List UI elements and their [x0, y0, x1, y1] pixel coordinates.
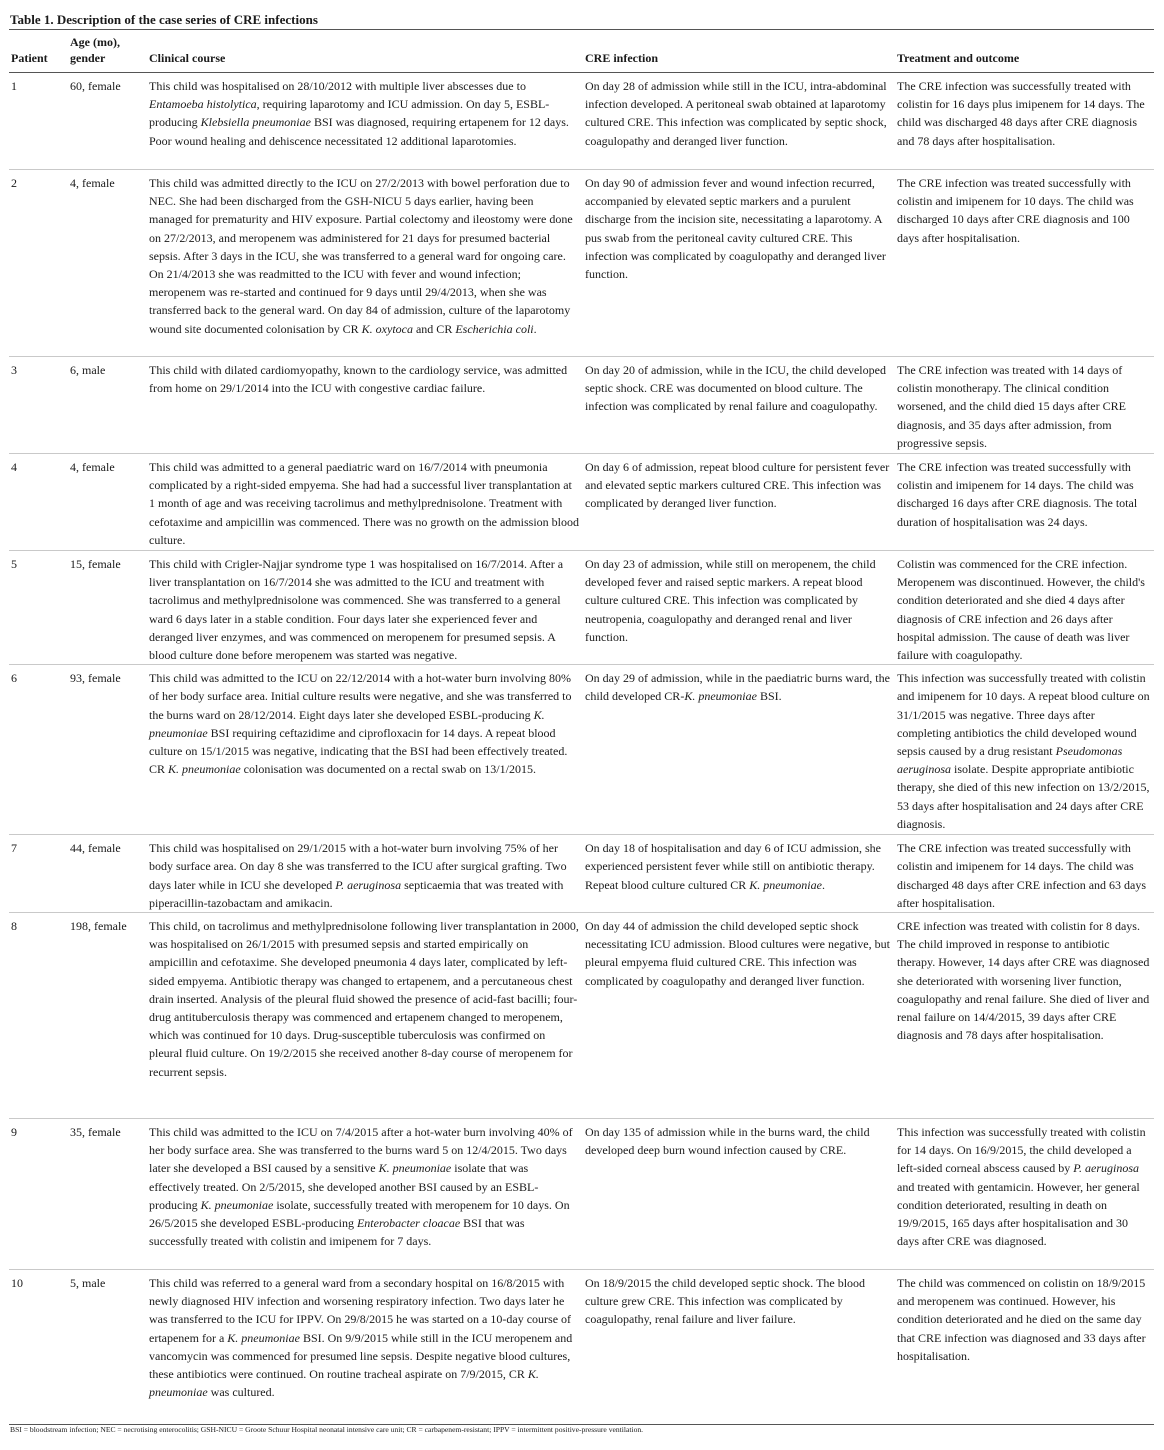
cell-clinical-course: This child was admitted to the ICU on 22/12/2014 with a hot-water burn involving 80% of her body surface area. Initial culture results were negative, and she was transferred to the burns ward on 28/12/2014. Eight days later she developed ESBL-producing K. pneumoniae BSI requiring ceftazidime and ciprofloxacin for 14 days. A repeat blood culture on 15/1/2015 was negative, indicating that the BSI had been effectively treated. CR K. pneumoniae colonisation was documented on a rectal swab on 13/1/2015.	[149, 671, 572, 777]
cell-clinical-course: This child with dilated cardiomyopathy, known to the cardiology service, was admitted from home on 29/1/2014 into the ICU with congestive cardiac failure.	[149, 363, 568, 396]
header-patient: Patient	[9, 30, 68, 73]
cell-treatment-outcome: The CRE infection was treated successfully with colistin and imipenem for 10 days. The child was discharged 10 days after CRE diagnosis and 100 days after hospitalisation.	[897, 176, 1134, 245]
table-row	[9, 1119, 1154, 1270]
cell-clinical-course: This child was admitted to a general paediatric ward on 16/7/2014 with pneumonia complicated by a right-sided empyema. She had had a successful liver transplantation at 1 month of age and was receiving tacrolimus and methylprednisolone. Treatment with cefotaxime and ampicillin was commenced. There was no growth on the admission blood culture.	[149, 460, 580, 547]
cell-age-gender: 44, female	[70, 841, 121, 856]
table-row	[9, 1270, 1154, 1425]
cell-patient: 3	[11, 363, 17, 377]
cell-cre-infection: On day 135 of admission while in the burns ward, the child developed deep burn wound infection caused by CRE.	[585, 1125, 870, 1158]
cell-patient: 5	[11, 557, 17, 571]
cell-patient: 6	[11, 671, 17, 686]
cell-cre-infection: On day 29 of admission, while in the paediatric burns ward, the child developed CR-K. pneumoniae BSI.	[585, 671, 890, 704]
cell-clinical-course: This child with Crigler-Najjar syndrome type 1 was hospitalised on 16/7/2014. After a liver transplantation on 16/7/2014 she was admitted to the ICU and treatment with tacrolimus and methylprednisolone was commenced. She was transferred to a general ward 6 days later in a stable condition. Four days later she experienced fever and deranged liver enzymes, and was commenced on meropenem for presumed sepsis. A blood culture done before meropenem was started was negative.	[149, 557, 564, 663]
table-row	[9, 551, 1154, 665]
header-clinical-course: Clinical course	[147, 30, 583, 73]
cell-age-gender: 198, female	[70, 919, 127, 934]
cell-treatment-outcome: The child was commenced on colistin on 18/9/2015 and meropenem was continued. However, his condition deteriorated and he died on the same day that CRE infection was diagnosed and 33 days after hospitalisation.	[897, 1276, 1146, 1363]
cell-cre-infection: On day 23 of admission, while still on meropenem, the child developed fever and raised septic markers. A repeat blood culture cultured CRE. This infection was complicated by neutropenia, coagulopathy and deranged renal and liver function.	[585, 557, 876, 644]
cell-cre-infection: On 18/9/2015 the child developed septic shock. The blood culture grew CRE. This infection was complicated by coagulopathy, renal failure and liver failure.	[585, 1276, 866, 1327]
cell-age-gender: 6, male	[70, 363, 106, 377]
cell-age-gender: 4, female	[70, 460, 115, 474]
table-row	[9, 73, 1154, 170]
cell-treatment-outcome: The CRE infection was treated with 14 days of colistin monotherapy. The clinical condition worsened, and the child died 15 days after CRE diagnosis, and 35 days after admission, from progressive sepsis.	[897, 363, 1126, 450]
cell-cre-infection: On day 20 of admission, while in the ICU, the child developed septic shock. CRE was documented on blood culture. The infection was complicated by renal failure and coagulopathy.	[585, 363, 886, 414]
cell-patient: 9	[11, 1125, 17, 1140]
cell-clinical-course: This child was admitted directly to the ICU on 27/2/2013 with bowel perforation due to NEC. She had been discharged from the GSH-NICU 5 days earlier, having been managed for prematurity and HIV exposure. Partial colectomy and ileostomy were done on 27/2/2013, and meropenem was administered for 21 days for presumed bacterial sepsis. After 3 days in the ICU, she was transferred to a general ward for ongoing care. On 21/4/2013 she was readmitted to the ICU with fever and wound infection; meropenem was re-started and continued for 9 days until 29/4/2013, when she was transferred back to the general ward. On day 84 of admission, culture of the laparotomy wound site documented colonisation by CR K. oxytoca and CR Escherichia coli.	[149, 176, 573, 336]
cell-patient: 10	[11, 1276, 23, 1291]
cell-treatment-outcome: The CRE infection was successfully treated with colistin for 16 days plus imipenem for 14 days. The child was discharged 48 days after CRE diagnosis and 78 days after hospitalisation.	[897, 79, 1145, 148]
cell-cre-infection: On day 28 of admission while still in the ICU, intra-abdominal infection developed. A peritoneal swab obtained at laparotomy cultured CRE. This infection was complicated by septic shock, coagulopathy and deranged liver function.	[585, 79, 887, 148]
table-row	[9, 913, 1154, 1119]
cre-cases-table	[9, 30, 1154, 1425]
table-row	[9, 170, 1154, 357]
header-treatment-outcome: Treatment and outcome	[895, 30, 1154, 73]
cell-clinical-course: This child was referred to a general ward from a secondary hospital on 16/8/2015 with newly diagnosed HIV infection and worsening respiratory infection. Two days later he was transferred to the ICU for IPPV. On 29/8/2015 he was started on a 10-day course of ertapenem for a K. pneumoniae BSI. On 9/9/2015 while still in the ICU meropenem and vancomycin was commenced for presumed line sepsis. Despite negative blood cultures, these antibiotics were continued. On routine tracheal aspirate on 7/9/2015, CR K. pneumoniae was cultured.	[149, 1276, 573, 1400]
cell-age-gender: 15, female	[70, 557, 121, 571]
cell-treatment-outcome: This infection was successfully treated with colistin for 14 days. On 16/9/2015, the child developed a left-sided corneal abscess caused by P. aeruginosa and treated with gentamicin. However, her general condition deteriorated, resulting in death on 19/9/2015, 165 days after hospitalisation and 30 days after CRE was diagnosed.	[897, 1125, 1146, 1249]
cell-cre-infection: On day 90 of admission fever and wound infection recurred, accompanied by elevated septic markers and a purulent discharge from the incision site, necessitating a laparotomy. A pus swab from the peritoneal cavity cultured CRE. This infection was complicated by coagulopathy and deranged liver function.	[585, 176, 886, 282]
cell-treatment-outcome: CRE infection was treated with colistin for 8 days. The child improved in response to antibiotic therapy. However, 14 days after CRE was diagnosed she deteriorated with worsening liver function, coagulopathy and renal failure. She died of liver and renal failure on 14/4/2015, 39 days after CRE diagnosis and 78 days after hospitalisation.	[897, 919, 1150, 1043]
cell-age-gender: 60, female	[70, 79, 121, 93]
cell-cre-infection: On day 6 of admission, repeat blood culture for persistent fever and elevated septic markers cultured CRE. This infection was complicated by deranged liver function.	[585, 460, 890, 511]
cell-cre-infection: On day 18 of hospitalisation and day 6 of ICU admission, she experienced persistent fever while still on antibiotic therapy. Repeat blood culture cultured CR K. pneumoniae.	[585, 841, 881, 892]
cell-clinical-course: This child was hospitalised on 29/1/2015 with a hot-water burn involving 75% of her body surface area. On day 8 she was transferred to the ICU after surgical grafting. Two days later while in ICU she developed P. aeruginosa septicaemia that was treated with piperacillin-tazobactam and amikacin.	[149, 841, 567, 910]
table-row	[9, 454, 1154, 551]
cell-patient: 1	[11, 79, 17, 93]
cell-patient: 7	[11, 841, 17, 856]
cell-cre-infection: On day 44 of admission the child developed septic shock necessitating ICU admission. Blood cultures were negative, but pleural empyema fluid cultured CRE. This infection was complicated by coagulopathy and deranged liver function.	[585, 919, 890, 988]
cell-treatment-outcome: Colistin was commenced for the CRE infection. Meropenem was discontinued. However, the child's condition deteriorated and she died 4 days after diagnosis of CRE infection and 26 days after hospital admission. The cause of death was liver failure with coagulopathy.	[897, 557, 1145, 663]
cell-patient: 2	[11, 176, 17, 190]
table-row	[9, 835, 1154, 913]
cell-clinical-course: This child was admitted to the ICU on 7/4/2015 after a hot-water burn involving 40% of her body surface area. She was transferred to the burns ward 5 on 12/4/2015. Two days later she developed a BSI caused by a sensitive K. pneumoniae isolate that was effectively treated. On 2/5/2015, she developed another BSI caused by an ESBL-producing K. pneumoniae isolate, successfully treated with meropenem for 10 days. On 26/5/2015 she developed ESBL-producing Enterobacter cloacae BSI that was successfully treated with colistin and imipenem for 7 days.	[149, 1125, 573, 1249]
abbreviations-footnote: BSI = bloodstream infection; NEC = necrotising enterocolitis; GSH-NICU = Groote Schuur Hospital neonatal intensive care unit; CR = carbapenem-resistant; IPPV = intermittent positive-pressure ventilation.	[10, 1425, 644, 1434]
cell-age-gender: 93, female	[70, 671, 121, 686]
header-cre-infection: CRE infection	[583, 30, 895, 73]
cell-age-gender: 4, female	[70, 176, 115, 190]
cell-treatment-outcome: The CRE infection was treated successfully with colistin and imipenem for 14 days. The child was discharged 16 days after CRE diagnosis. The total duration of hospitalisation was 24 days.	[897, 460, 1138, 529]
header-row	[9, 30, 1154, 73]
cell-patient: 8	[11, 919, 17, 934]
table-row	[9, 665, 1154, 835]
cell-clinical-course: This child was hospitalised on 28/10/2012 with multiple liver abscesses due to Entamoeba histolytica, requiring laparotomy and ICU admission. On day 5, ESBL-producing Klebsiella pneumoniae BSI was diagnosed, requiring ertapenem for 12 days. Poor wound healing and dehiscence necessitated 12 additional laparotomies.	[149, 79, 569, 148]
cell-age-gender: 35, female	[70, 1125, 121, 1140]
cell-patient: 4	[11, 460, 17, 474]
table-row	[9, 357, 1154, 454]
cell-treatment-outcome: The CRE infection was treated successfully with colistin and imipenem for 14 days. The child was discharged 48 days after CRE infection and 63 days after hospitalisation.	[897, 841, 1147, 910]
header-age-gender: Age (mo), gender	[68, 30, 147, 73]
cell-age-gender: 5, male	[70, 1276, 106, 1291]
cell-clinical-course: This child, on tacrolimus and methylprednisolone following liver transplantation in 2000, was hospitalised on 26/1/2015 with presumed sepsis and started empirically on ampicillin and cefotaxime. She developed pneumonia 4 days later, complicated by left-sided empyema. Antibiotic therapy was changed to ertapenem, and a percutaneous chest drain inserted. Analysis of the pleural fluid showed the presence of acid-fast bacilli; four-drug antituberculosis therapy was commenced and ertapenem changed to meropenem, which was continued for 10 days. Drug-susceptible tuberculosis was confirmed on pleural fluid culture. On 19/2/2015 she received another 8-day course of meropenem for recurrent sepsis.	[149, 919, 579, 1079]
cell-treatment-outcome: This infection was successfully treated with colistin and imipenem for 10 days. A repeat blood culture on 31/1/2015 was negative. Three days after completing antibiotics the child developed wound sepsis caused by a drug resistant Pseudomonas aeruginosa isolate. Despite appropriate antibiotic therapy, she died of this new infection on 13/2/2015, 53 days after hospitalisation and 24 days after CRE diagnosis.	[897, 671, 1150, 831]
table-title: Table 1. Description of the case series of CRE infections	[10, 12, 318, 27]
